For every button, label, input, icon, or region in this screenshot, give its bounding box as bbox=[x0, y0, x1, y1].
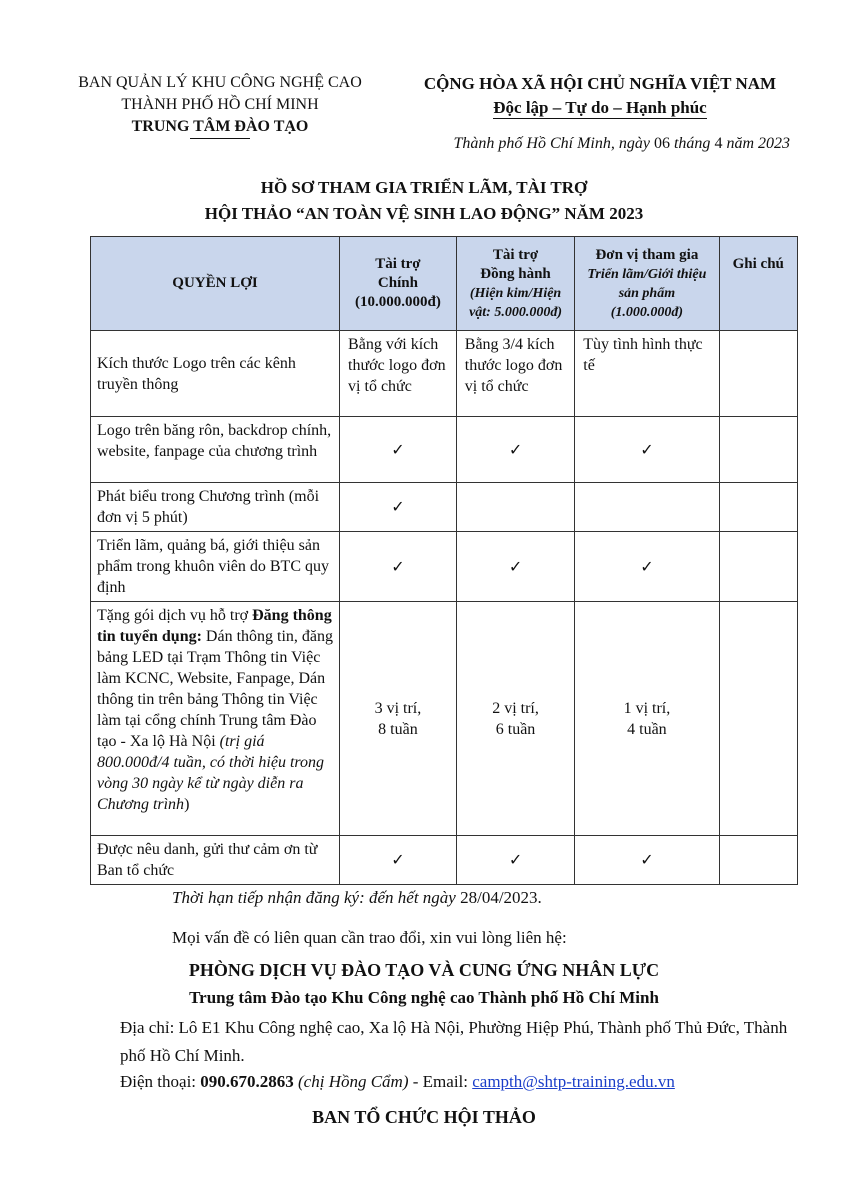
checkmark-icon: ✓ bbox=[640, 850, 654, 869]
table-row bbox=[91, 331, 798, 417]
checkmark-icon: ✓ bbox=[391, 556, 405, 576]
benefit-body: Dán thông tin, đăng bảng LED tại Trạm Thông tin Việc làm KCNC, Website, Fanpage, Dán thông tin trên bảng Thông tin Việc làm tại cổng chính Trung tâm Đào tạo - Xa lộ Hà Nội bbox=[97, 628, 334, 750]
main-cell bbox=[340, 483, 457, 532]
main-cell bbox=[340, 602, 457, 836]
exhibitor-cell bbox=[575, 417, 719, 483]
exhibitor-cell bbox=[575, 602, 719, 836]
companion-l2: Đồng hành bbox=[480, 265, 551, 282]
col-header-exhibitor bbox=[575, 237, 719, 331]
deadline-date: 28/04/2023. bbox=[460, 888, 542, 907]
companion-cell bbox=[456, 417, 575, 483]
main-cell bbox=[340, 532, 457, 602]
exhibitor-slots: 1 vị trí, bbox=[623, 699, 671, 717]
exhibitor-l1: Đơn vị tham gia bbox=[595, 246, 699, 263]
document-title-1: HỒ SƠ THAM GIA TRIỂN LÃM, TÀI TRỢ bbox=[260, 178, 588, 197]
main-weeks: 8 tuần bbox=[378, 720, 418, 738]
checkmark-icon: ✓ bbox=[640, 556, 654, 576]
exhibitor-cell bbox=[575, 836, 719, 885]
benefit-cell: Được nêu danh, gửi thư cảm ơn từ Ban tổ chức bbox=[91, 836, 340, 885]
motto-text: Độc lập – Tự do – Hạnh phúc bbox=[493, 98, 707, 117]
table-row bbox=[91, 483, 798, 532]
exhibitor-weeks: 4 tuần bbox=[627, 720, 667, 738]
benefits-table bbox=[90, 236, 798, 885]
main-sponsor-l2: Chính bbox=[377, 275, 418, 291]
note-cell bbox=[719, 836, 797, 885]
table-row bbox=[91, 417, 798, 483]
benefit-cell: Logo trên băng rôn, backdrop chính, website, fanpage của chương trình bbox=[91, 417, 340, 483]
companion-l3: (Hiện kim/Hiện vật: 5.000.000đ) bbox=[469, 285, 562, 320]
email-link[interactable]: campth@shtp-training.edu.vn bbox=[472, 1072, 675, 1091]
main-cell: Bằng với kích thước logo đơn vị tổ chức bbox=[340, 331, 457, 417]
col-header-main-sponsor bbox=[340, 237, 457, 331]
companion-cell bbox=[456, 483, 575, 532]
exhibitor-l2: Triển lãm/Giới thiệu sản phẩm bbox=[587, 266, 707, 301]
note-cell bbox=[719, 417, 797, 483]
issuer-block bbox=[55, 72, 385, 139]
checkmark-icon: ✓ bbox=[640, 439, 654, 459]
table-row bbox=[91, 602, 798, 836]
note-cell bbox=[719, 331, 797, 417]
col-header-benefit: QUYỀN LỢI bbox=[91, 237, 340, 331]
checkmark-icon: ✓ bbox=[391, 850, 405, 869]
companion-l1: Tài trợ bbox=[492, 246, 539, 263]
exhibitor-l3: (1.000.000đ) bbox=[610, 304, 684, 320]
exhibitor-cell bbox=[575, 532, 719, 602]
checkmark-icon: ✓ bbox=[508, 439, 523, 459]
center-name: Trung tâm Đào tạo Khu Công nghệ cao Thành phố Hồ Chí Minh bbox=[189, 988, 659, 1007]
date-year: 2023 bbox=[758, 135, 790, 152]
date-line bbox=[380, 135, 790, 153]
email-label: - Email: bbox=[408, 1072, 473, 1091]
benefit-cell bbox=[91, 602, 340, 836]
col-header-companion-sponsor bbox=[456, 237, 575, 331]
companion-weeks: 6 tuần bbox=[495, 720, 536, 738]
deadline-line bbox=[172, 888, 542, 908]
date-prefix: Thành phố Hồ Chí Minh, ngày bbox=[453, 135, 654, 152]
phone-number: 090.670.2863 bbox=[200, 1072, 294, 1091]
main-sponsor-l3: (10.000.000đ) bbox=[354, 294, 441, 310]
note-cell bbox=[719, 602, 797, 836]
phone-label: Điện thoại: bbox=[120, 1072, 201, 1091]
benefit-intro: Tặng gói dịch vụ hỗ trợ bbox=[97, 607, 253, 624]
checkmark-icon: ✓ bbox=[391, 497, 405, 516]
benefit-bold: Đăng thông tin tuyển dụng: bbox=[97, 607, 332, 645]
companion-slots: 2 vị trí, bbox=[492, 699, 539, 717]
date-day: 06 bbox=[653, 135, 670, 152]
issuer-underline bbox=[190, 138, 250, 139]
checkmark-icon: ✓ bbox=[508, 556, 523, 576]
contact-address: Địa chỉ: Lô E1 Khu Công nghệ cao, Xa lộ Hà Nội, Phường Hiệp Phú, Thành phố Thủ Đức, Thành phố Hồ Chí Minh. bbox=[120, 1018, 788, 1065]
exhibitor-cell bbox=[575, 483, 719, 532]
phone-person: (chị Hồng Cẩm) bbox=[293, 1072, 409, 1091]
companion-cell: Bằng 3/4 kích thước logo đơn vị tổ chức bbox=[456, 331, 575, 417]
main-slots: 3 vị trí, bbox=[374, 699, 422, 717]
date-month: 4 bbox=[714, 135, 723, 152]
document-title-2: HỘI THẢO “AN TOÀN VỆ SINH LAO ĐỘNG” NĂM 2023 bbox=[204, 204, 644, 223]
issuer-line-2: THÀNH PHỐ HỒ CHÍ MINH bbox=[121, 96, 319, 113]
main-cell bbox=[340, 417, 457, 483]
main-sponsor-l1: Tài trợ bbox=[375, 256, 421, 272]
date-year-prefix: năm bbox=[722, 135, 758, 152]
checkmark-icon: ✓ bbox=[508, 850, 523, 869]
companion-cell bbox=[456, 532, 575, 602]
companion-cell bbox=[456, 836, 575, 885]
department-name: PHÒNG DỊCH VỤ ĐÀO TẠO VÀ CUNG ỨNG NHÂN LỰC bbox=[188, 960, 660, 980]
date-mid: tháng bbox=[669, 135, 715, 152]
signoff: BAN TỔ CHỨC HỘI THẢO bbox=[312, 1107, 536, 1127]
table-row bbox=[91, 836, 798, 885]
checkmark-icon: ✓ bbox=[391, 439, 405, 459]
exhibitor-cell: Tùy tình hình thực tế bbox=[575, 331, 719, 417]
national-header bbox=[400, 72, 800, 120]
table-header-row bbox=[91, 237, 798, 331]
motto bbox=[400, 96, 800, 120]
main-cell bbox=[340, 836, 457, 885]
contact-intro: Mọi vấn đề có liên quan cần trao đổi, xin vui lòng liên hệ: bbox=[172, 928, 567, 947]
note-cell bbox=[719, 483, 797, 532]
benefit-note: (trị giá 800.000đ/4 tuần, có thời hiệu trong vòng 30 ngày kể từ ngày diễn ra Chương trình bbox=[97, 733, 325, 813]
issuer-line-1: BAN QUẢN LÝ KHU CÔNG NGHỆ CAO bbox=[78, 74, 362, 91]
benefit-cell: Triển lãm, quảng bá, giới thiệu sản phẩm trong khuôn viên do BTC quy định bbox=[91, 532, 340, 602]
benefit-cell: Kích thước Logo trên các kênh truyền thông bbox=[91, 331, 340, 417]
table-row bbox=[91, 532, 798, 602]
issuer-line-3: TRUNG TÂM ĐÀO TẠO bbox=[131, 118, 309, 135]
benefit-close: ) bbox=[184, 796, 190, 813]
deadline-label: Thời hạn tiếp nhận đăng ký: đến hết ngày bbox=[172, 888, 461, 907]
note-cell bbox=[719, 532, 797, 602]
country-name: CỘNG HÒA XÃ HỘI CHỦ NGHĨA VIỆT NAM bbox=[423, 74, 777, 93]
companion-cell bbox=[456, 602, 575, 836]
col-header-note: Ghi chú bbox=[719, 237, 797, 331]
contact-phone-line bbox=[120, 1072, 675, 1092]
benefit-cell: Phát biểu trong Chương trình (mỗi đơn vị 5 phút) bbox=[91, 483, 340, 532]
